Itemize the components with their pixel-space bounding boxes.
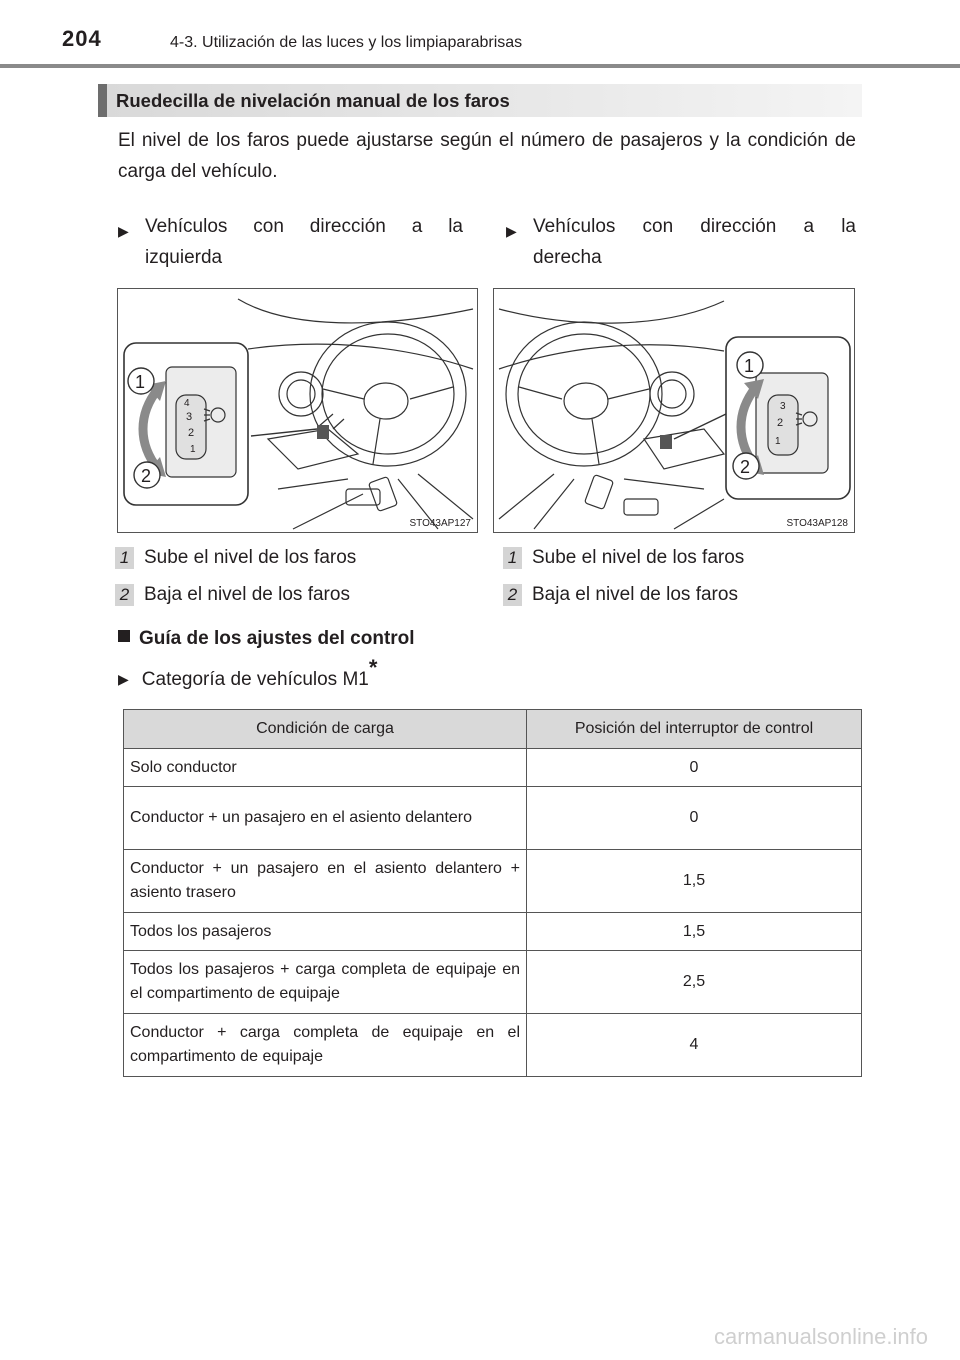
dial-mark-2: 2 [188, 427, 195, 439]
callout-2-right: 2 [740, 457, 751, 477]
condition-cell: Todos los pasajeros [124, 913, 527, 951]
left-hand-drive-figure [117, 288, 478, 533]
vehicle-category [118, 655, 378, 691]
right-hand-drive-figure [493, 288, 855, 533]
footnote-asterisk: * [368, 655, 378, 680]
legend-label: Sube el nivel de los faros [144, 547, 357, 568]
dial-mark-3-right: 3 [780, 401, 786, 412]
position-cell: 2,5 [527, 951, 862, 1014]
square-bullet-icon [118, 630, 130, 642]
triangle-bullet-icon: ▶ [506, 223, 517, 239]
table-row [124, 850, 862, 913]
column-header-condition: Condición de carga [124, 710, 527, 749]
condition-cell: Todos los pasajeros + carga completa de equipaje en el compartimento de equipaje [124, 951, 527, 1014]
position-cell: 1,5 [527, 850, 862, 913]
legend-number: 1 [503, 547, 522, 569]
chapter-title: 4-3. Utilización de las luces y los limpiaparabrisas [170, 34, 523, 51]
legend-number: 2 [503, 584, 522, 606]
intro-paragraph: El nivel de los faros puede ajustarse según el número de pasajeros y la condición de carga del vehículo. [118, 130, 856, 182]
section-title-bar [98, 84, 862, 117]
dial-mark-4: 4 [184, 398, 190, 409]
watermark[interactable]: carmanualsonline.info [713, 1324, 928, 1349]
dashboard-illustration-left [118, 289, 478, 533]
table-row [124, 951, 862, 1014]
dial-mark-1-right: 1 [775, 436, 781, 447]
position-cell: 1,5 [527, 913, 862, 951]
right-heading-line1: Vehículos con dirección a la [533, 216, 856, 237]
callout-2-left: 2 [141, 466, 152, 486]
figure-code-right: STO43AP128 [786, 518, 848, 529]
table-row [124, 913, 862, 951]
table-row [124, 787, 862, 850]
dial-mark-3: 3 [186, 411, 193, 423]
right-column-heading [506, 211, 856, 273]
legend-number: 2 [115, 584, 134, 606]
table-row [124, 1014, 862, 1077]
left-column-heading [118, 211, 463, 273]
dial-mark-2-right: 2 [777, 417, 784, 429]
column-header-position: Posición del interruptor de control [527, 710, 862, 749]
condition-cell: Conductor + un pasajero en el asiento delantero [124, 787, 527, 850]
callout-1-left: 1 [135, 372, 146, 392]
guide-heading [118, 628, 415, 650]
condition-cell: Conductor + carga completa de equipaje en el compartimento de equipaje [124, 1014, 527, 1077]
guide-title: Guía de los ajustes del control [139, 628, 415, 649]
page-number: 204 [62, 26, 102, 51]
position-cell: 0 [527, 749, 862, 787]
load-condition-table [123, 709, 862, 1077]
legend-label: Baja el nivel de los faros [532, 584, 738, 605]
condition-cell: Conductor + un pasajero en el asiento delantero + asiento trasero [124, 850, 527, 913]
left-heading-line2: izquierda [145, 247, 223, 268]
category-label: Categoría de vehículos M1 [141, 669, 369, 690]
triangle-bullet-icon: ▶ [118, 671, 129, 687]
left-heading-line1: Vehículos con dirección a la [145, 216, 463, 237]
legend-label: Baja el nivel de los faros [144, 584, 350, 605]
callout-1-right: 1 [744, 356, 755, 376]
legend-label: Sube el nivel de los faros [532, 547, 745, 568]
figure-code-left: STO43AP127 [409, 518, 471, 529]
position-cell: 4 [527, 1014, 862, 1077]
dial-mark-1: 1 [190, 444, 196, 455]
header-divider [0, 64, 960, 68]
triangle-bullet-icon: ▶ [118, 223, 129, 239]
position-cell: 0 [527, 787, 862, 850]
right-heading-line2: derecha [533, 247, 602, 268]
condition-cell: Solo conductor [124, 749, 527, 787]
dashboard-illustration-right [494, 289, 855, 533]
legend-number: 1 [115, 547, 134, 569]
table-row [124, 749, 862, 787]
section-title: Ruedecilla de nivelación manual de los faros [116, 90, 510, 111]
